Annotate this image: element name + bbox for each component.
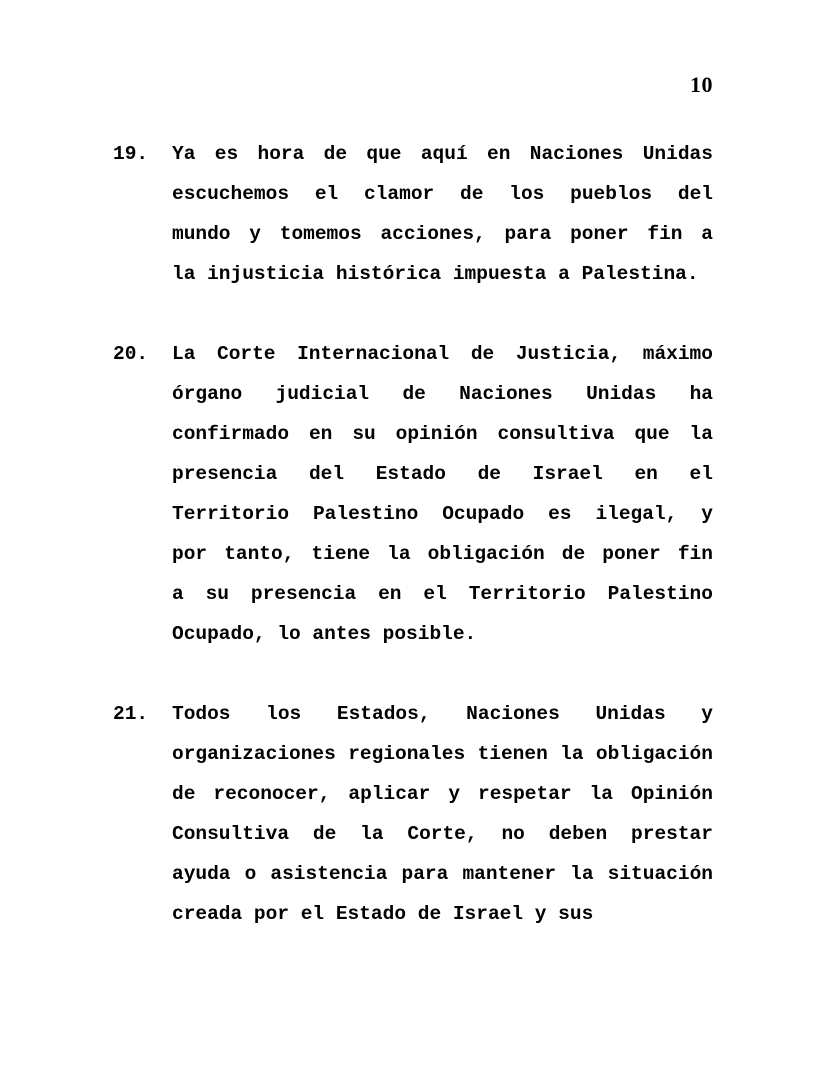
word: escuchemos (172, 183, 290, 205)
text-line: Ocupado, lo antes posible. (172, 623, 477, 645)
word: Corte, (407, 823, 478, 845)
word: aplicar (348, 783, 431, 805)
word: Palestino (312, 503, 419, 525)
word: en (487, 143, 511, 165)
word: de (460, 183, 484, 205)
word: fin (647, 223, 683, 245)
word: asistencia (270, 863, 388, 885)
word: obligación (595, 743, 713, 765)
word: Corte (217, 343, 276, 365)
paragraph-number: 19. (113, 143, 149, 165)
word: tanto, (224, 543, 295, 565)
word: Naciones (529, 143, 624, 165)
text-line (172, 174, 713, 214)
word: y (249, 223, 261, 245)
word: en (634, 463, 658, 485)
word: poner (602, 543, 661, 565)
document-body (113, 134, 713, 934)
word: los (509, 183, 545, 205)
word: la (689, 423, 713, 445)
word: Unidas (642, 143, 713, 165)
paragraph-lines (172, 334, 713, 654)
word: por (172, 543, 208, 565)
word: Naciones (459, 383, 553, 405)
word: Internacional (297, 343, 450, 365)
word: tomemos (279, 223, 362, 245)
word: ilegal, (595, 503, 678, 525)
numbered-paragraph (113, 134, 713, 294)
word: Todos (172, 703, 231, 725)
page-number: 10 (690, 72, 713, 97)
text-line (172, 854, 713, 894)
word: Territorio (468, 583, 586, 605)
text-line (172, 334, 713, 374)
word: es (548, 503, 572, 525)
word: Unidas (595, 703, 666, 725)
word: el (314, 183, 339, 205)
word: reconocer, (213, 783, 331, 805)
numbered-paragraph (113, 694, 713, 934)
word: organizaciones (172, 743, 336, 765)
word: la (387, 543, 411, 565)
word: no (501, 823, 525, 845)
paragraph-lines (172, 694, 713, 934)
word: prestar (631, 823, 713, 845)
word: la (589, 783, 614, 805)
word: en (308, 423, 333, 445)
word: del (308, 463, 345, 485)
word: de (402, 383, 426, 405)
word: poner (570, 223, 629, 245)
text-line (172, 454, 713, 494)
word: acciones, (380, 223, 486, 245)
text-line (172, 814, 713, 854)
paragraph-number: 20. (113, 343, 149, 365)
word: máximo (642, 343, 713, 365)
word: y (448, 783, 461, 805)
text-line (172, 134, 713, 174)
word: a (172, 583, 184, 605)
word: su (205, 583, 229, 605)
word: ayuda (172, 863, 231, 885)
word: Estados, (336, 703, 431, 725)
word: consultiva (497, 423, 615, 445)
text-line (172, 694, 713, 734)
word: de (477, 463, 501, 485)
word: hora (257, 143, 305, 165)
numbered-paragraph (113, 334, 713, 654)
word: Consultiva (172, 823, 290, 845)
word: para (401, 863, 449, 885)
word: de (323, 143, 348, 165)
word: pueblos (570, 183, 653, 205)
word: judicial (275, 383, 370, 405)
word: a (701, 223, 713, 245)
word: opinión (395, 423, 478, 445)
word: de (172, 783, 196, 805)
word: obligación (427, 543, 545, 565)
word: deben (548, 823, 608, 845)
word: su (352, 423, 376, 445)
word: que (634, 423, 670, 445)
word: o (244, 863, 257, 885)
word: aquí (420, 143, 468, 165)
word: el (689, 463, 713, 485)
paragraph-lines (172, 134, 713, 294)
word: y (701, 503, 713, 525)
word: Israel (532, 463, 603, 485)
word: Opinión (631, 783, 713, 805)
word: Naciones (466, 703, 560, 725)
word: de (470, 343, 495, 365)
text-line: creada por el Estado de Israel y sus (172, 903, 594, 925)
word: Territorio (172, 503, 290, 525)
text-line (172, 494, 713, 534)
word: confirmado (172, 423, 290, 445)
text-line (172, 214, 713, 254)
text-line (172, 734, 713, 774)
word: La (172, 343, 196, 365)
word: los (266, 703, 302, 725)
word: de (561, 543, 586, 565)
word: es (214, 143, 239, 165)
word: órgano (172, 383, 243, 405)
word: presencia (172, 463, 278, 485)
paragraph-number: 21. (113, 703, 149, 725)
text-line (172, 374, 713, 414)
word: clamor (364, 183, 435, 205)
word: el (423, 583, 447, 605)
word: Unidas (586, 383, 657, 405)
text-line (172, 774, 713, 814)
word: regionales (348, 743, 466, 765)
word: tiene (311, 543, 371, 565)
word: Palestino (607, 583, 713, 605)
word: la (560, 743, 584, 765)
text-line (172, 414, 713, 454)
word: la (360, 823, 384, 845)
word: ha (689, 383, 713, 405)
word: presencia (250, 583, 357, 605)
text-line (172, 574, 713, 614)
word: mundo (172, 223, 231, 245)
word: respetar (478, 783, 572, 805)
word: Ocupado (442, 503, 525, 525)
word: Ya (172, 143, 196, 165)
word: de (312, 823, 337, 845)
word: del (677, 183, 713, 205)
word: Estado (375, 463, 446, 485)
word: para (504, 223, 552, 245)
word: situación (607, 863, 713, 885)
text-line (172, 534, 713, 574)
word: y (701, 703, 713, 725)
word: que (366, 143, 402, 165)
word: Justicia, (515, 343, 622, 365)
word: mantener (462, 863, 557, 885)
word: tienen (477, 743, 548, 765)
word: en (378, 583, 402, 605)
word: fin (677, 543, 713, 565)
word: la (570, 863, 594, 885)
text-line: la injusticia histórica impuesta a Palestina. (172, 263, 699, 285)
